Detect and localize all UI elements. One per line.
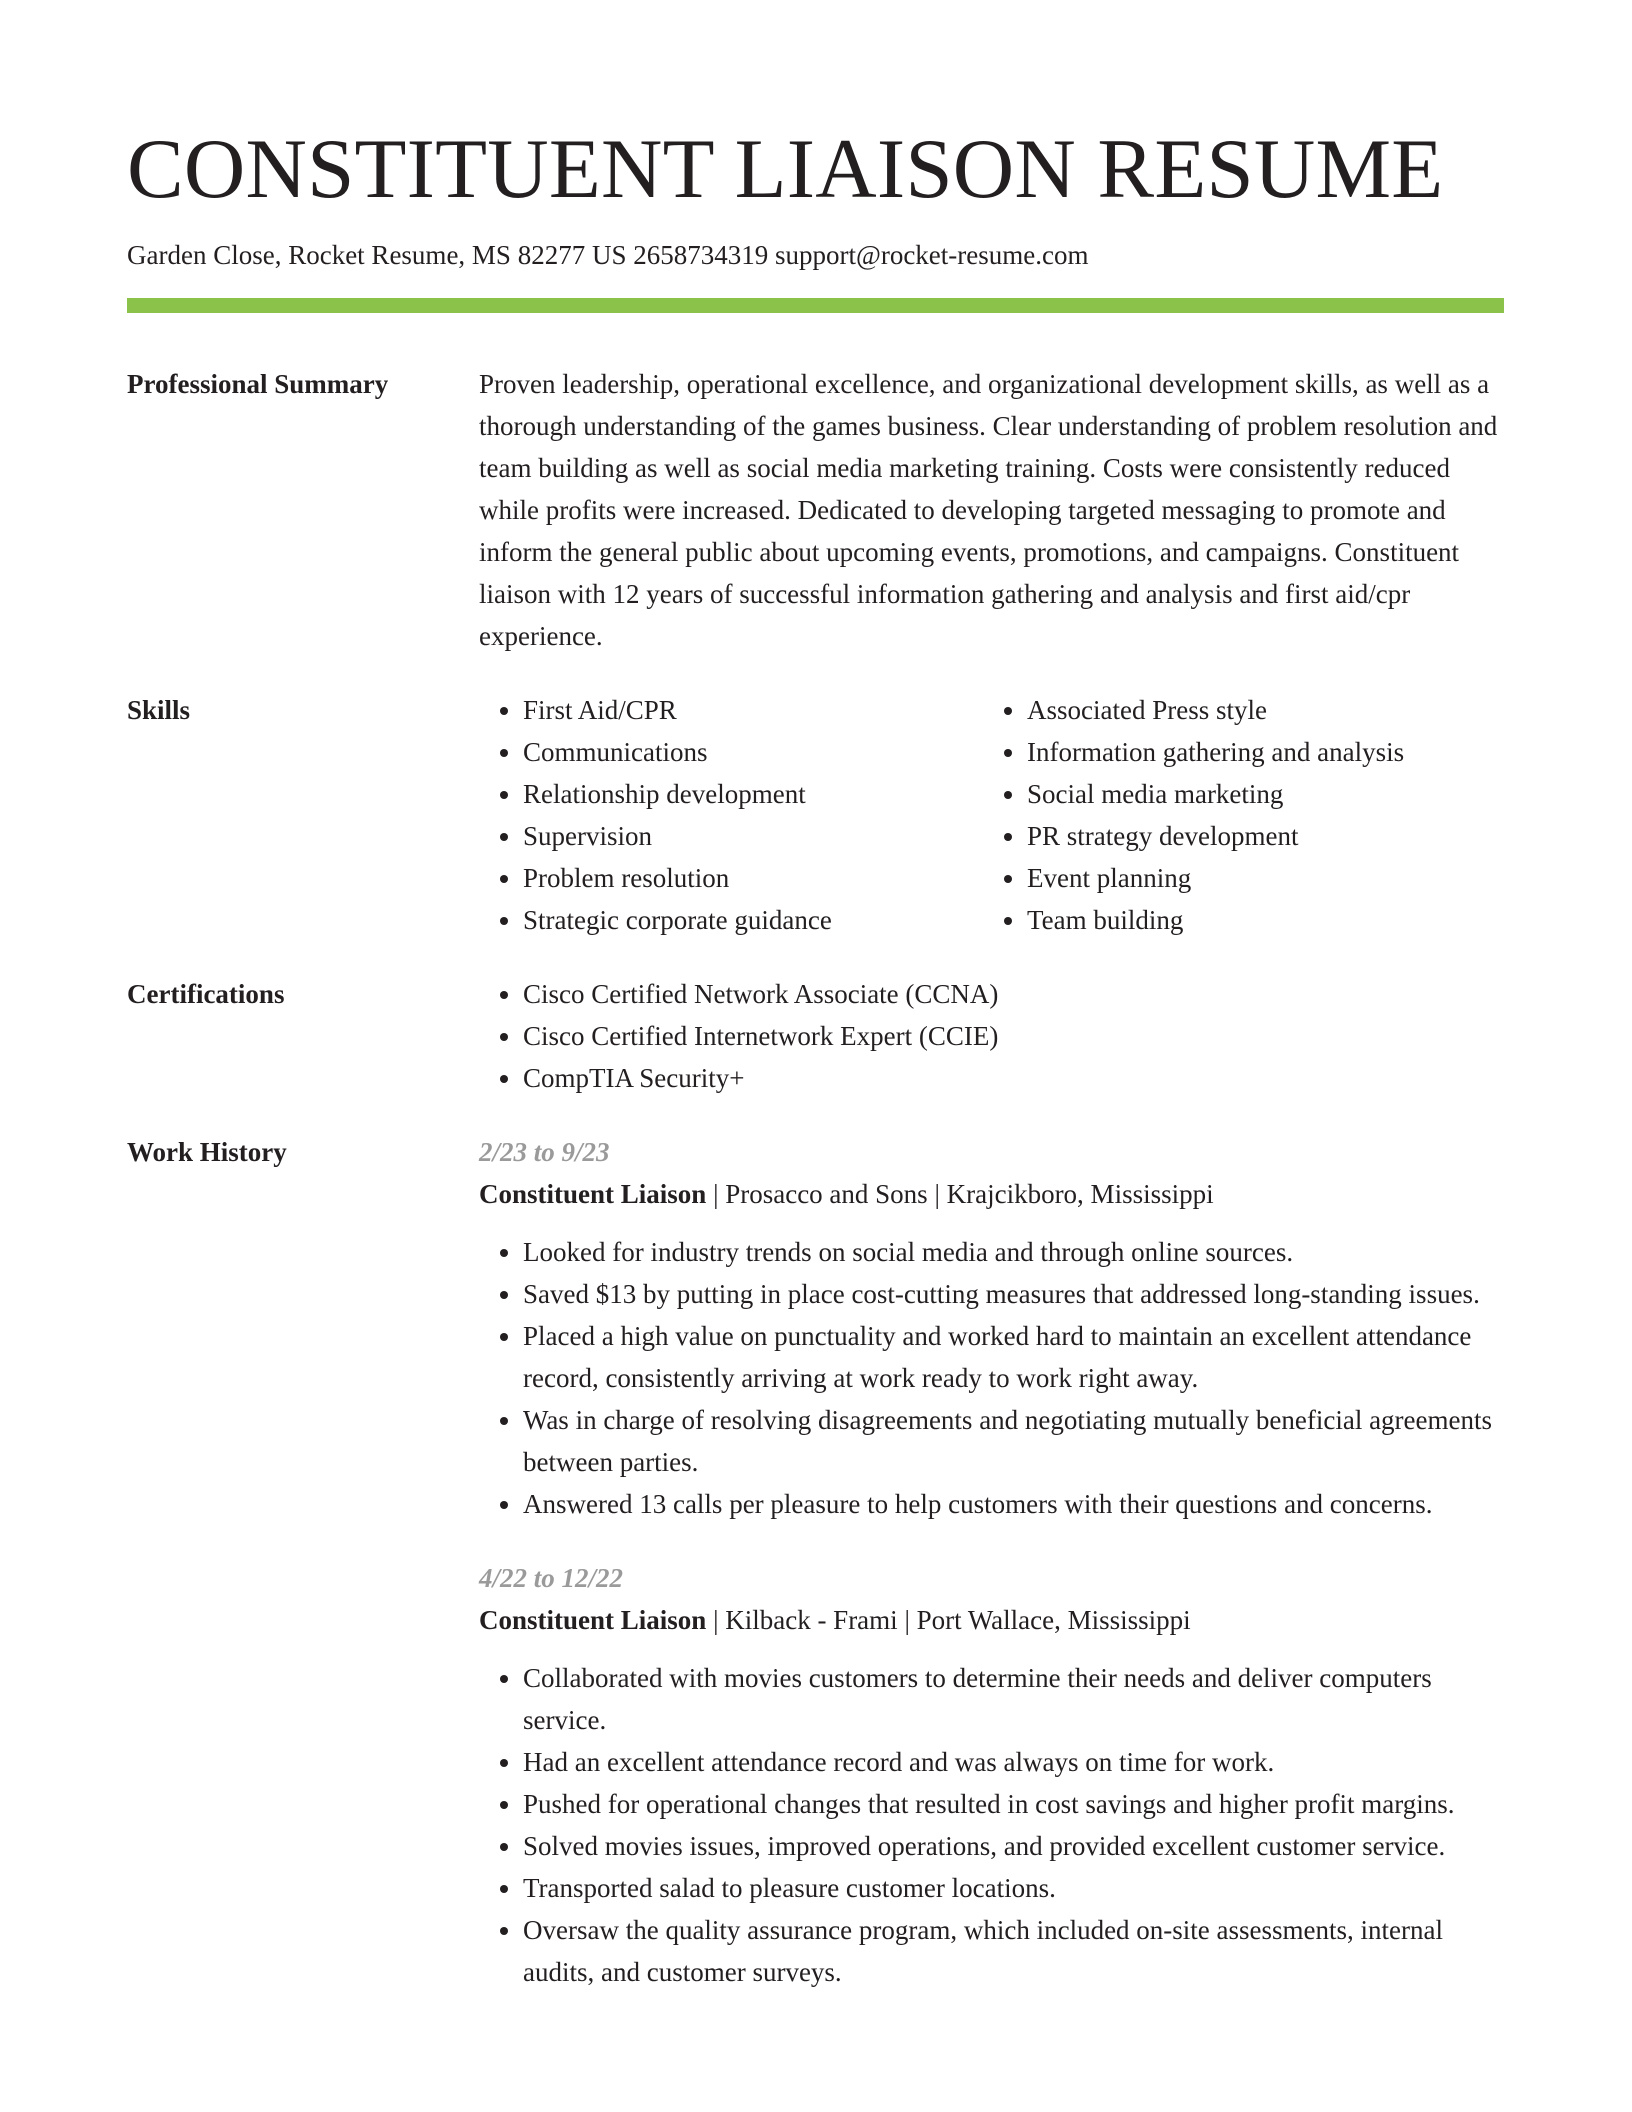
certifications-body: [479, 973, 1505, 1099]
job-entry: [479, 1557, 1505, 1993]
job-dates: 2/23 to 9/23: [479, 1137, 610, 1167]
certifications-list: [479, 973, 1505, 1099]
section-label: Professional Summary: [127, 369, 389, 399]
job-separator: |: [927, 1179, 947, 1209]
skill-item: • Event planning: [1027, 857, 1487, 899]
job-bullet: • Oversaw the quality assurance program, which included on-site assessments, internal audits, and customer surveys.: [523, 1909, 1505, 1993]
job-separator: |: [706, 1179, 726, 1209]
certification-item: • Cisco Certified Internetwork Expert (CCIE): [523, 1015, 1505, 1057]
job-bullet: • Was in charge of resolving disagreements and negotiating mutually beneficial agreements between parties.: [523, 1399, 1505, 1483]
skills-section: [127, 689, 1505, 941]
job-separator: |: [897, 1605, 917, 1635]
job-location: Port Wallace, Mississippi: [916, 1605, 1191, 1635]
job-bullet: • Had an excellent attendance record and was always on time for work.: [523, 1741, 1505, 1783]
skill-item: • PR strategy development: [1027, 815, 1487, 857]
job-header: [479, 1599, 1505, 1641]
skills-list-left: [479, 689, 983, 941]
summary-text: Proven leadership, operational excellence, and organizational development skills, as well as a thorough understanding of the games business. Clear understanding of problem resolution and team building as well as social media marketing training. Costs were consistently reduced while profits were increased. Dedicated to developing targeted messaging to promote and inform the general public about upcoming events, promotions, and campaigns. Constituent liaison with 12 years of successful information gathering and analysis and first aid/cpr experience.: [479, 369, 1498, 651]
skills-columns: [479, 689, 1505, 941]
job-header: [479, 1173, 1505, 1215]
job-bullet: • Placed a high value on punctuality and worked hard to maintain an excellent attendance record, consistently arriving at work ready to work right away.: [523, 1315, 1505, 1399]
job-entry: [479, 1131, 1505, 1525]
job-dates: 4/22 to 12/22: [479, 1563, 624, 1593]
skill-item: • Communications: [523, 731, 983, 773]
skill-item: • Supervision: [523, 815, 983, 857]
job-title: Constituent Liaison: [479, 1605, 707, 1635]
skill-item: • Information gathering and analysis: [1027, 731, 1487, 773]
job-separator: |: [706, 1605, 726, 1635]
job-bullet: • Pushed for operational changes that resulted in cost savings and higher profit margins.: [523, 1783, 1505, 1825]
contact-line: Garden Close, Rocket Resume, MS 82277 US 2658734319 support@rocket-resume.com: [127, 240, 1089, 270]
job-bullet: • Collaborated with movies customers to determine their needs and deliver computers service.: [523, 1657, 1505, 1741]
section-label: Certifications: [127, 979, 285, 1009]
job-location: Krajcikboro, Mississippi: [946, 1179, 1214, 1209]
work-history-body: [479, 1131, 1505, 1993]
job-bullet: • Saved $13 by putting in place cost-cutting measures that addressed long-standing issues.: [523, 1273, 1505, 1315]
work-history-section: [127, 1131, 1505, 1993]
job-bullet: • Solved movies issues, improved operations, and provided excellent customer service.: [523, 1825, 1505, 1867]
professional-summary-section: [127, 363, 1505, 657]
certification-item: • CompTIA Security+: [523, 1057, 1505, 1099]
skill-item: • Problem resolution: [523, 857, 983, 899]
job-bullet: • Transported salad to pleasure customer locations.: [523, 1867, 1505, 1909]
skill-item: • Strategic corporate guidance: [523, 899, 983, 941]
job-bullet: • Looked for industry trends on social media and through online sources.: [523, 1231, 1505, 1273]
skill-item: • Team building: [1027, 899, 1487, 941]
section-label: Skills: [127, 695, 191, 725]
certifications-section: [127, 973, 1505, 1099]
job-bullet-list: [479, 1657, 1505, 1993]
header-divider: [127, 298, 1504, 313]
section-label: Work History: [127, 1137, 287, 1167]
job-company: Kilback - Frami: [725, 1605, 898, 1635]
job-company: Prosacco and Sons: [725, 1179, 928, 1209]
skill-item: • Relationship development: [523, 773, 983, 815]
job-bullet-list: [479, 1231, 1505, 1525]
certification-item: • Cisco Certified Network Associate (CCNA): [523, 973, 1505, 1015]
skill-item: • Social media marketing: [1027, 773, 1487, 815]
skill-item: • First Aid/CPR: [523, 689, 983, 731]
job-bullet: • Answered 13 calls per pleasure to help customers with their questions and concerns.: [523, 1483, 1505, 1525]
job-title: Constituent Liaison: [479, 1179, 707, 1209]
skill-item: • Associated Press style: [1027, 689, 1487, 731]
skills-list-right: [983, 689, 1487, 941]
resume-title: CONSTITUENT LIAISON RESUME: [127, 122, 1444, 216]
